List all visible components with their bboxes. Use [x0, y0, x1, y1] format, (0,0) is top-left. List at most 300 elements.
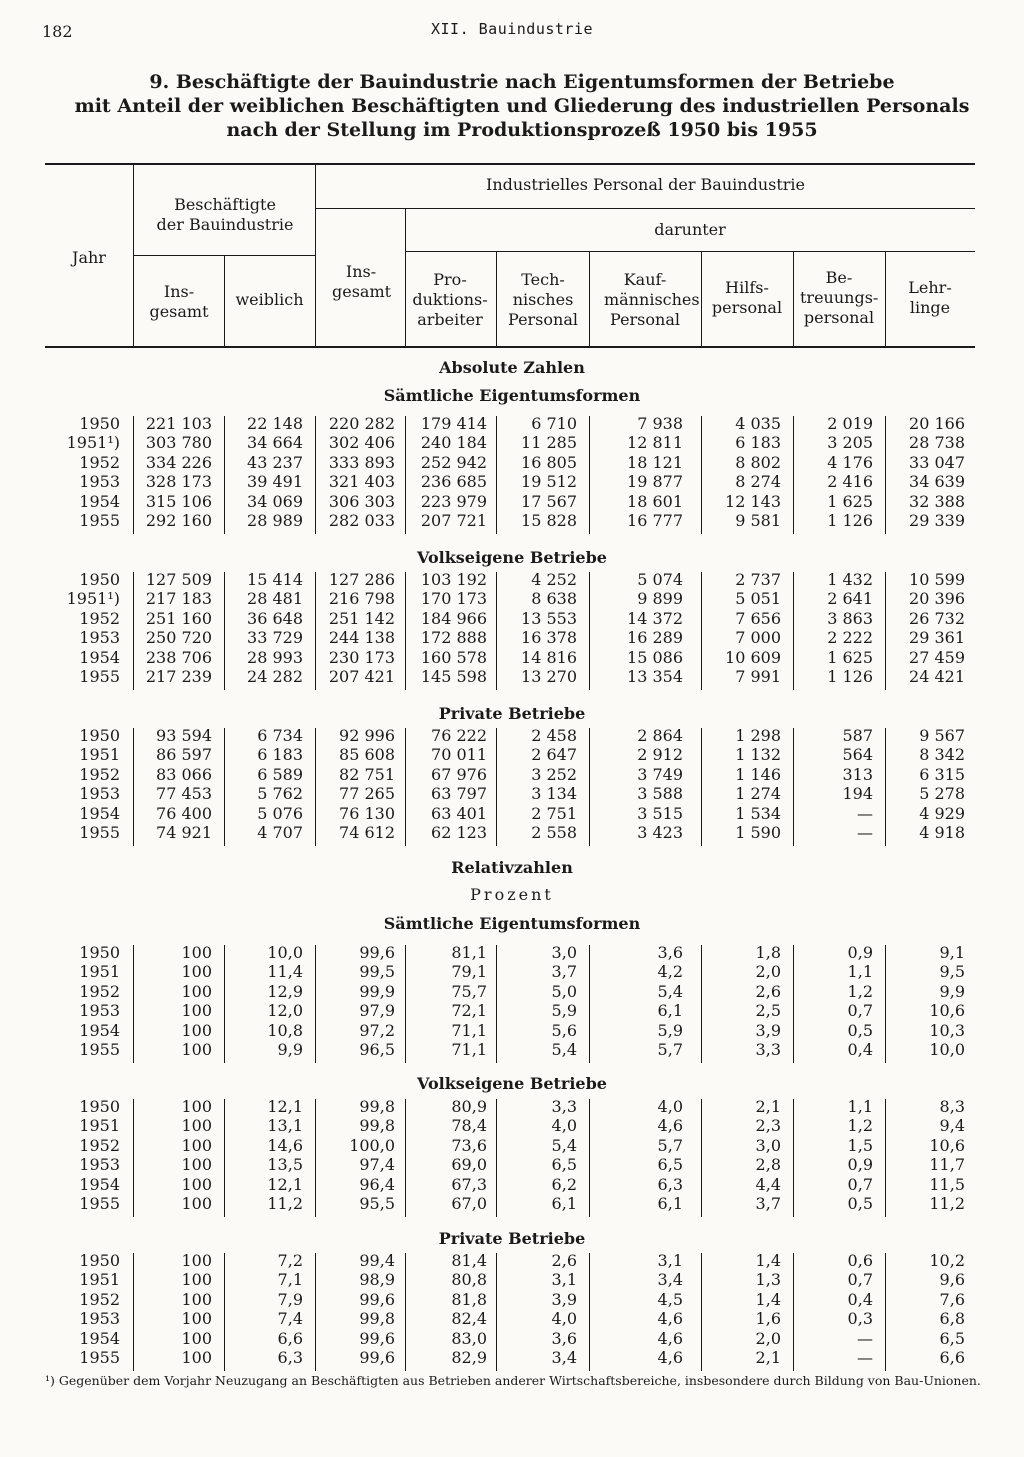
header-industrielles: Industrielles Personal der Bauindustrie	[486, 175, 805, 194]
cell-ind-insgesamt: 99,4	[359, 1251, 395, 1270]
cell-technisch: 2 558	[531, 823, 577, 842]
cell-technisch: 6 710	[531, 414, 577, 433]
cell-hilfs: 1 534	[735, 803, 781, 823]
header-divider	[793, 252, 794, 346]
cell-technisch: 2 751	[531, 803, 577, 823]
cell-kaufmaennisch: 4,0	[657, 1097, 683, 1116]
cell-weiblich: 12,0	[267, 1001, 303, 1021]
cell-kaufmaennisch: 5,7	[657, 1040, 683, 1059]
cell-ind-insgesamt: 95,5	[359, 1194, 395, 1213]
cell-lehrlinge: 10 599	[909, 570, 965, 589]
cell-hilfs: 8 802	[735, 452, 781, 472]
cell-betreuung: 1,2	[847, 981, 873, 1001]
cell-technisch: 16 805	[521, 452, 577, 472]
cell-lehrlinge: 11,2	[929, 1194, 965, 1213]
header-insgesamt: Ins- gesamt	[149, 282, 209, 321]
cell-kaufmaennisch: 4,6	[657, 1309, 683, 1329]
cell-technisch: 2 458	[531, 726, 577, 745]
cell-lehrlinge: 7,6	[939, 1289, 965, 1309]
cell-insgesamt: 100	[181, 1309, 212, 1329]
cell-insgesamt: 100	[181, 1020, 212, 1040]
cell-weiblich: 28 993	[247, 647, 303, 667]
cell-weiblich: 43 237	[247, 452, 303, 472]
header-divider	[496, 252, 497, 346]
cell-ind-insgesamt: 97,2	[359, 1020, 395, 1040]
cell-hilfs: 4,4	[755, 1174, 781, 1194]
cell-betreuung: 4 176	[827, 452, 873, 472]
cell-jahr: 1954	[79, 1020, 120, 1040]
table-row	[0, 823, 1024, 843]
cell-insgesamt: 100	[181, 1328, 212, 1348]
cell-technisch: 13 553	[521, 608, 577, 628]
cell-jahr: 1954	[79, 647, 120, 667]
section-unit: Prozent	[470, 885, 554, 904]
cell-insgesamt: 74 921	[156, 823, 212, 842]
cell-kaufmaennisch: 3 423	[637, 823, 683, 842]
table-row	[0, 1001, 1024, 1021]
table-row	[0, 1116, 1024, 1136]
cell-hilfs: 1,6	[755, 1309, 781, 1329]
cell-produktion: 69,0	[451, 1155, 487, 1175]
cell-ind-insgesamt: 220 282	[328, 414, 395, 433]
cell-betreuung: 0,5	[847, 1194, 873, 1213]
table-row	[0, 667, 1024, 687]
cell-insgesamt: 86 597	[156, 745, 212, 765]
cell-produktion: 81,4	[451, 1251, 487, 1270]
cell-produktion: 79,1	[451, 962, 487, 982]
cell-lehrlinge: 6,8	[939, 1309, 965, 1329]
cell-technisch: 5,4	[551, 1040, 577, 1059]
cell-lehrlinge: 33 047	[909, 452, 965, 472]
cell-weiblich: 6,3	[277, 1348, 303, 1367]
cell-technisch: 11 285	[521, 433, 577, 453]
cell-technisch: 17 567	[521, 491, 577, 511]
cell-insgesamt: 100	[181, 1348, 212, 1367]
cell-hilfs: 2,1	[755, 1097, 781, 1116]
cell-kaufmaennisch: 19 877	[627, 472, 683, 492]
cell-betreuung: —	[857, 823, 873, 842]
table-row	[0, 1270, 1024, 1290]
cell-technisch: 14 816	[521, 647, 577, 667]
cell-produktion: 160 578	[420, 647, 487, 667]
cell-insgesamt: 93 594	[156, 726, 212, 745]
cell-ind-insgesamt: 99,6	[359, 1289, 395, 1309]
cell-lehrlinge: 9,4	[939, 1116, 965, 1136]
cell-produktion: 82,4	[451, 1309, 487, 1329]
cell-hilfs: 2,0	[755, 1328, 781, 1348]
cell-jahr: 1951	[79, 745, 120, 765]
cell-kaufmaennisch: 3 515	[637, 803, 683, 823]
cell-hilfs: 10 609	[725, 647, 781, 667]
cell-lehrlinge: 20 396	[909, 589, 965, 609]
cell-kaufmaennisch: 4,2	[657, 962, 683, 982]
cell-technisch: 6,1	[551, 1194, 577, 1213]
group-rule-beschaeftigte	[134, 255, 316, 256]
cell-hilfs: 7 991	[735, 667, 781, 686]
cell-insgesamt: 100	[181, 1040, 212, 1059]
cell-lehrlinge: 4 918	[919, 823, 965, 842]
cell-hilfs: 1,4	[755, 1289, 781, 1309]
cell-insgesamt: 334 226	[145, 452, 212, 472]
cell-weiblich: 33 729	[247, 628, 303, 648]
cell-hilfs: 3,9	[755, 1020, 781, 1040]
cell-ind-insgesamt: 306 303	[328, 491, 395, 511]
cell-technisch: 13 270	[521, 667, 577, 686]
cell-lehrlinge: 34 639	[909, 472, 965, 492]
section-subheading: Private Betriebe	[438, 704, 586, 723]
cell-jahr: 1954	[79, 1174, 120, 1194]
cell-hilfs: 2,1	[755, 1348, 781, 1367]
footnote: ¹) Gegenüber dem Vorjahr Neuzugang an Beschäftigten aus Betrieben anderer Wirtschaftsbereiche, insbesondere durch Bildung von Bau-Unionen.	[45, 1373, 981, 1388]
cell-weiblich: 11,4	[267, 962, 303, 982]
cell-lehrlinge: 4 929	[919, 803, 965, 823]
cell-produktion: 145 598	[420, 667, 487, 686]
cell-weiblich: 4 707	[257, 823, 303, 842]
cell-lehrlinge: 10,0	[929, 1040, 965, 1059]
cell-ind-insgesamt: 333 893	[328, 452, 395, 472]
cell-technisch: 15 828	[521, 511, 577, 530]
cell-kaufmaennisch: 13 354	[627, 667, 683, 686]
cell-jahr: 1950	[79, 726, 120, 745]
cell-weiblich: 7,4	[277, 1309, 303, 1329]
cell-jahr: 1952	[79, 452, 120, 472]
table-row	[0, 765, 1024, 785]
cell-kaufmaennisch: 5 074	[637, 570, 683, 589]
cell-jahr: 1955	[79, 823, 120, 842]
cell-technisch: 3,9	[551, 1289, 577, 1309]
cell-jahr: 1952	[79, 1135, 120, 1155]
cell-betreuung: 0,5	[847, 1020, 873, 1040]
cell-kaufmaennisch: 6,5	[657, 1155, 683, 1175]
cell-hilfs: 2 737	[735, 570, 781, 589]
table-row	[0, 628, 1024, 648]
cell-betreuung: 587	[842, 726, 873, 745]
cell-lehrlinge: 9,6	[939, 1270, 965, 1290]
cell-lehrlinge: 9 567	[919, 726, 965, 745]
cell-kaufmaennisch: 2 912	[637, 745, 683, 765]
cell-hilfs: 5 051	[735, 589, 781, 609]
header-weiblich: weiblich	[235, 290, 304, 309]
cell-hilfs: 1 132	[735, 745, 781, 765]
table-row	[0, 433, 1024, 453]
title-line: nach der Stellung im Produktionsprozeß 1950 bis 1955	[226, 119, 818, 141]
cell-lehrlinge: 11,7	[929, 1155, 965, 1175]
cell-produktion: 71,1	[451, 1040, 487, 1059]
cell-weiblich: 15 414	[247, 570, 303, 589]
cell-weiblich: 6 589	[257, 764, 303, 784]
cell-technisch: 4,0	[551, 1116, 577, 1136]
cell-produktion: 63 797	[431, 784, 487, 804]
cell-insgesamt: 221 103	[145, 414, 212, 433]
cell-ind-insgesamt: 127 286	[328, 570, 395, 589]
table-row	[0, 1329, 1024, 1349]
cell-insgesamt: 100	[181, 1251, 212, 1270]
cell-ind-insgesamt: 251 142	[328, 608, 395, 628]
cell-kaufmaennisch: 18 601	[627, 491, 683, 511]
cell-kaufmaennisch: 4,6	[657, 1116, 683, 1136]
cell-jahr: 1951¹)	[66, 589, 120, 609]
cell-weiblich: 13,1	[267, 1116, 303, 1136]
cell-hilfs: 2,3	[755, 1116, 781, 1136]
cell-weiblich: 24 282	[247, 667, 303, 686]
cell-produktion: 76 222	[431, 726, 487, 745]
header-ind-insgesamt: Ins- gesamt	[332, 262, 392, 301]
header-bottom-rule	[45, 346, 975, 348]
cell-kaufmaennisch: 12 811	[627, 433, 683, 453]
cell-hilfs: 3,7	[755, 1194, 781, 1213]
table-row	[0, 589, 1024, 609]
cell-jahr: 1954	[79, 1328, 120, 1348]
cell-ind-insgesamt: 244 138	[328, 628, 395, 648]
cell-technisch: 6,2	[551, 1174, 577, 1194]
cell-produktion: 71,1	[451, 1020, 487, 1040]
cell-betreuung: 1 126	[827, 511, 873, 530]
cell-lehrlinge: 24 421	[909, 667, 965, 686]
cell-kaufmaennisch: 5,4	[657, 981, 683, 1001]
cell-betreuung: 1 126	[827, 667, 873, 686]
cell-betreuung: —	[857, 1348, 873, 1367]
cell-lehrlinge: 6,5	[939, 1328, 965, 1348]
cell-insgesamt: 328 173	[145, 472, 212, 492]
cell-jahr: 1951	[79, 962, 120, 982]
cell-kaufmaennisch: 16 289	[627, 628, 683, 648]
cell-ind-insgesamt: 99,6	[359, 1328, 395, 1348]
cell-produktion: 83,0	[451, 1328, 487, 1348]
cell-betreuung: —	[857, 1328, 873, 1348]
table-row	[0, 609, 1024, 629]
cell-jahr: 1955	[79, 1194, 120, 1213]
cell-insgesamt: 76 400	[156, 803, 212, 823]
cell-jahr: 1953	[79, 1309, 120, 1329]
cell-lehrlinge: 8,3	[939, 1097, 965, 1116]
cell-weiblich: 13,5	[267, 1155, 303, 1175]
cell-lehrlinge: 6 315	[919, 764, 965, 784]
cell-betreuung: 0,7	[847, 1174, 873, 1194]
cell-kaufmaennisch: 6,3	[657, 1174, 683, 1194]
header-produktion: Pro- duktions- arbeiter	[412, 270, 488, 329]
header-divider	[589, 252, 590, 346]
cell-jahr: 1951¹)	[66, 433, 120, 453]
header-kaufmaennisch: Kauf- männisches Personal	[604, 270, 700, 329]
cell-kaufmaennisch: 3 588	[637, 784, 683, 804]
cell-insgesamt: 100	[181, 1001, 212, 1021]
cell-produktion: 73,6	[451, 1135, 487, 1155]
table-row	[0, 982, 1024, 1002]
section-subheading: Private Betriebe	[438, 1229, 586, 1248]
cell-lehrlinge: 27 459	[909, 647, 965, 667]
header-beschaeftigte: Beschäftigte der Bauindustrie	[156, 195, 294, 234]
cell-produktion: 172 888	[420, 628, 487, 648]
header-divider	[701, 252, 702, 346]
cell-kaufmaennisch: 15 086	[627, 647, 683, 667]
cell-insgesamt: 127 509	[145, 570, 212, 589]
cell-produktion: 67,0	[451, 1194, 487, 1213]
cell-hilfs: 2,8	[755, 1155, 781, 1175]
cell-technisch: 6,5	[551, 1155, 577, 1175]
cell-lehrlinge: 5 278	[919, 784, 965, 804]
cell-produktion: 78,4	[451, 1116, 487, 1136]
cell-insgesamt: 100	[181, 962, 212, 982]
header-darunter: darunter	[654, 220, 726, 239]
cell-kaufmaennisch: 2 864	[637, 726, 683, 745]
cell-ind-insgesamt: 99,6	[359, 1348, 395, 1367]
header-divider	[133, 165, 134, 346]
cell-hilfs: 7 656	[735, 608, 781, 628]
cell-produktion: 62 123	[431, 823, 487, 842]
table-title	[60, 70, 984, 142]
cell-lehrlinge: 11,5	[929, 1174, 965, 1194]
cell-kaufmaennisch: 4,6	[657, 1328, 683, 1348]
cell-jahr: 1950	[79, 1251, 120, 1270]
header-hilfs: Hilfs- personal	[711, 278, 783, 317]
cell-produktion: 81,1	[451, 943, 487, 962]
cell-insgesamt: 100	[181, 1270, 212, 1290]
cell-betreuung: 2 641	[827, 589, 873, 609]
cell-insgesamt: 250 720	[145, 628, 212, 648]
cell-jahr: 1950	[79, 414, 120, 433]
cell-betreuung: 0,7	[847, 1270, 873, 1290]
cell-ind-insgesamt: 321 403	[328, 472, 395, 492]
cell-jahr: 1954	[79, 803, 120, 823]
cell-jahr: 1955	[79, 667, 120, 686]
cell-jahr: 1952	[79, 1289, 120, 1309]
cell-lehrlinge: 10,2	[929, 1251, 965, 1270]
cell-lehrlinge: 8 342	[919, 745, 965, 765]
cell-betreuung: 1 625	[827, 647, 873, 667]
cell-weiblich: 7,2	[277, 1251, 303, 1270]
cell-ind-insgesamt: 230 173	[328, 647, 395, 667]
cell-betreuung: 2 222	[827, 628, 873, 648]
cell-jahr: 1953	[79, 1155, 120, 1175]
table-row	[0, 648, 1024, 668]
cell-lehrlinge: 26 732	[909, 608, 965, 628]
cell-weiblich: 12,1	[267, 1097, 303, 1116]
cell-ind-insgesamt: 76 130	[339, 803, 395, 823]
cell-hilfs: 7 000	[735, 628, 781, 648]
cell-insgesamt: 217 183	[145, 589, 212, 609]
table-row	[0, 1251, 1024, 1271]
cell-kaufmaennisch: 6,1	[657, 1001, 683, 1021]
cell-kaufmaennisch: 16 777	[627, 511, 683, 530]
cell-insgesamt: 292 160	[145, 511, 212, 530]
cell-weiblich: 22 148	[247, 414, 303, 433]
cell-kaufmaennisch: 9 899	[637, 589, 683, 609]
cell-technisch: 19 512	[521, 472, 577, 492]
cell-produktion: 207 721	[420, 511, 487, 530]
title-line: mit Anteil der weiblichen Beschäftigten und Gliederung des industriellen Personals	[74, 95, 970, 117]
cell-insgesamt: 100	[181, 1097, 212, 1116]
cell-lehrlinge: 9,9	[939, 981, 965, 1001]
cell-produktion: 63 401	[431, 803, 487, 823]
section-subheading: Sämtliche Eigentumsformen	[383, 914, 641, 933]
cell-jahr: 1950	[79, 943, 120, 962]
table-row	[0, 1348, 1024, 1368]
cell-betreuung: 564	[842, 745, 873, 765]
cell-betreuung: 1 432	[827, 570, 873, 589]
cell-betreuung: 0,9	[847, 1155, 873, 1175]
table-row	[0, 1194, 1024, 1214]
cell-produktion: 103 192	[420, 570, 487, 589]
cell-weiblich: 12,9	[267, 981, 303, 1001]
cell-ind-insgesamt: 216 798	[328, 589, 395, 609]
cell-jahr: 1955	[79, 511, 120, 530]
cell-insgesamt: 100	[181, 943, 212, 962]
cell-jahr: 1955	[79, 1348, 120, 1367]
cell-hilfs: 1 298	[735, 726, 781, 745]
cell-weiblich: 36 648	[247, 608, 303, 628]
cell-insgesamt: 303 780	[145, 433, 212, 453]
cell-ind-insgesamt: 99,8	[359, 1309, 395, 1329]
table-row	[0, 784, 1024, 804]
cell-hilfs: 1,4	[755, 1251, 781, 1270]
cell-lehrlinge: 29 361	[909, 628, 965, 648]
cell-betreuung: 313	[842, 764, 873, 784]
table-row	[0, 1309, 1024, 1329]
table-row	[0, 1155, 1024, 1175]
section-subheading: Volkseigene Betriebe	[417, 548, 607, 567]
table-row	[0, 492, 1024, 512]
cell-hilfs: 9 581	[735, 511, 781, 530]
cell-produktion: 240 184	[420, 433, 487, 453]
cell-ind-insgesamt: 282 033	[328, 511, 395, 530]
cell-jahr: 1954	[79, 491, 120, 511]
cell-technisch: 3 252	[531, 764, 577, 784]
cell-betreuung: 1,5	[847, 1135, 873, 1155]
cell-betreuung: 0,3	[847, 1309, 873, 1329]
cell-insgesamt: 100	[181, 1174, 212, 1194]
header-divider	[885, 252, 886, 346]
cell-weiblich: 34 664	[247, 433, 303, 453]
section-subheading: Sämtliche Eigentumsformen	[383, 386, 641, 405]
cell-technisch: 3,6	[551, 1328, 577, 1348]
cell-lehrlinge: 32 388	[909, 491, 965, 511]
cell-weiblich: 28 989	[247, 511, 303, 530]
cell-ind-insgesamt: 85 608	[339, 745, 395, 765]
cell-weiblich: 5 762	[257, 784, 303, 804]
table-row	[0, 511, 1024, 531]
cell-produktion: 75,7	[451, 981, 487, 1001]
title-line: 9. Beschäftigte der Bauindustrie nach Eigentumsformen der Betriebe	[149, 71, 895, 93]
group-rule-darunter	[405, 251, 975, 252]
cell-produktion: 82,9	[451, 1348, 487, 1367]
cell-technisch: 3,1	[551, 1270, 577, 1290]
cell-jahr: 1950	[79, 570, 120, 589]
cell-betreuung: 2 019	[827, 414, 873, 433]
table-row	[0, 453, 1024, 473]
group-rule-industrial	[316, 208, 975, 209]
cell-betreuung: 3 205	[827, 433, 873, 453]
cell-weiblich: 28 481	[247, 589, 303, 609]
cell-betreuung: —	[857, 803, 873, 823]
cell-ind-insgesamt: 77 265	[339, 784, 395, 804]
cell-lehrlinge: 10,6	[929, 1135, 965, 1155]
cell-produktion: 170 173	[420, 589, 487, 609]
cell-insgesamt: 100	[181, 1116, 212, 1136]
table-row	[0, 1290, 1024, 1310]
chapter-header: XII. Bauindustrie	[430, 20, 594, 38]
cell-produktion: 236 685	[420, 472, 487, 492]
cell-kaufmaennisch: 3,6	[657, 943, 683, 962]
cell-hilfs: 1 590	[735, 823, 781, 842]
cell-kaufmaennisch: 3,1	[657, 1251, 683, 1270]
table-row	[0, 1097, 1024, 1117]
cell-betreuung: 194	[842, 784, 873, 804]
cell-hilfs: 4 035	[735, 414, 781, 433]
table-row	[0, 1021, 1024, 1041]
cell-produktion: 80,8	[451, 1270, 487, 1290]
cell-weiblich: 11,2	[267, 1194, 303, 1213]
cell-jahr: 1952	[79, 981, 120, 1001]
